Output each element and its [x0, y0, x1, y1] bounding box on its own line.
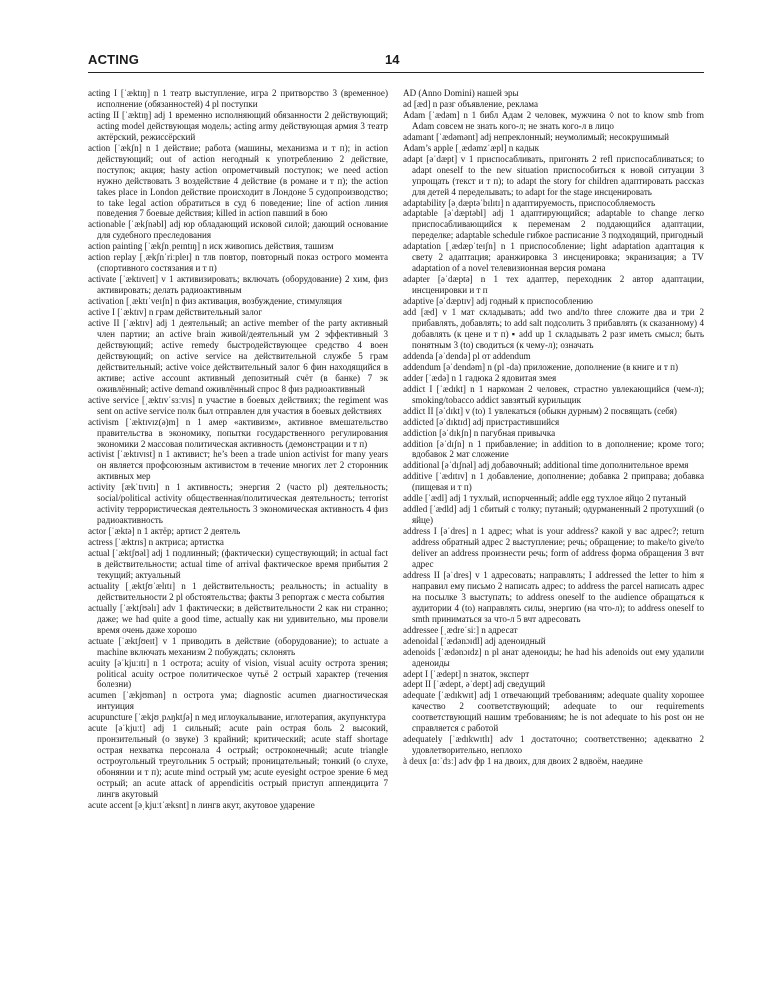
dictionary-entry: addle [ˈædl] adj 1 тухлый, испорченный; addle egg тухлое яйцо 2 путаный [403, 493, 687, 504]
dictionary-entry: Adam [ˈædəm] n 1 библ Адам 2 человек, мужчина ◊ not to know smb from Adam совсем не знать кого-л; не знать кого-л в лицо [403, 109, 704, 131]
dictionary-entry: address II [əˈdres] v 1 адресовать; направлять; I addressed the letter to him я направил ему письмо 2 написать адрес; to address the parcel написать адрес на посылке 3 выступать; to address oneself to the audience обращаться к аудитории 4 (to) направлять силы, энергию (на что-л); to address oneself to smth приниматься за что-л 5 вчт адресовать [403, 569, 704, 624]
dictionary-entry: adept I [ˈædept] n знаток, эксперт [403, 668, 530, 679]
dictionary-entry: adder [ˈædə] n 1 гадюка 2 ядовитая змея [403, 372, 557, 383]
dictionary-entry: activity [ækˈtɪvɪtɪ] n 1 активность; энергия 2 (часто pl) деятельность; social/political activity общественная/политическая деятельность; terrorist activity террористическая деятельность 3 экономическая активность 4 физ радиоактивность [88, 482, 388, 526]
dictionary-entry: add [æd] v 1 мат складывать; add two and/to three сложите два и три 2 прибавлять, добавлять; to add salt подсолить 3 прибавлять (к сказанному) 4 добавлять (к цене и т п) ▪ add up 1 складывать 2 разг иметь смысл; быть понятным 3 (to) сводиться (к чему-л); означать [403, 307, 704, 350]
dictionary-entry: adaptable [əˈdæptəbl] adj 1 адаптирующийся; adaptable to change легко приспосабливающийся к переменам 2 поддающийся адаптации, переделке; adaptable schedule гибкое расписание 3 подходящий, пригодный [403, 208, 704, 241]
dictionary-entry: Adam’s apple [ˌædəmzˈæpl] n кадык [403, 142, 540, 153]
dictionary-entry: active service [ˌæktɪvˈsɜːvɪs] n участие в боевых действиях; the regiment was sent on active service полк был отправлен для участия в боевых действиях [88, 394, 388, 416]
dictionary-entry: acumen [ˈækjʊmən] n острота ума; diagnostic acumen диагностическая интуиция [88, 690, 388, 712]
page-header [88, 52, 704, 73]
dictionary-column-right [403, 88, 704, 993]
dictionary-entry: actionable [ˈækʃnəbl] adj юр обладающий исковой силой; дающий основание для судебного преследования [88, 219, 388, 241]
dictionary-entry: adamant [ˈædəmənt] adj непреклонный; неумолимый; несокрушимый [403, 131, 669, 142]
dictionary-entry: AD (Anno Domini) нашей эры [403, 88, 519, 98]
dictionary-entry: activation [ˌæktɪˈveɪʃn] n физ активация, возбуждение, стимуляция [88, 296, 342, 307]
dictionary-entry: adaptation [ˌædæpˈteɪʃn] n 1 приспособление; light adaptation адаптация к свету 2 адаптация; аранжировка 3 инсценировка; экранизация; a TV adaptation of a novel телевизионная версия романа [403, 241, 704, 274]
dictionary-entry: actuate [ˈæktʃʊeɪt] v 1 приводить в действие (оборудование); to actuate a machine включать механизм 2 побуждать; склонять [88, 635, 388, 657]
dictionary-entry: adenoids [ˈædənɔɪdz] n pl анат аденоиды; he had his adenoids out ему удалили аденоиды [403, 646, 704, 668]
dictionary-entry: à deux [ɑːˈdɜː] adv фр 1 на двоих, для двоих 2 вдвоём, наедине [403, 756, 643, 767]
dictionary-entry: adenoidal [ˈædənɔɪdl] adj аденоидный [403, 635, 546, 646]
running-head: ACTING [88, 52, 140, 67]
dictionary-entry: addiction [əˈdɪkʃn] n пагубная привычка [403, 427, 556, 438]
dictionary-entry: address I [əˈdres] n 1 адрес; what is your address? какой у вас адрес?; return address обратный адрес 2 выступление; речь; обращение; to make/to give/to deliver an address произнести речь; form of address форма обращения 3 вчт адрес [403, 526, 704, 569]
dictionary-entry: addict II [əˈdɪkt] v (to) 1 увлекаться (обыкн дурным) 2 посвящать (себя) [403, 405, 677, 416]
dictionary-entry: actor [ˈæktə] n 1 актёр; артист 2 деятель [88, 526, 241, 537]
dictionary-entry: action replay [ˌækʃnˈriːpleɪ] n тлв повтор, повторный показ острого момента (спортивного состязания и т п) [88, 252, 388, 274]
page-number: 14 [385, 52, 400, 67]
dictionary-entry: acute [əˈkjuːt] adj 1 сильный; acute pain острая боль 2 высокий, пронзительный (о звуке) 3 крайний; критический; acute staff shortage острая нехватка персонала 4 острый; остроконечный; acute triangle остроугольный треугольник 5 острый; проницательный; тонкий (о слухе, обонянии и т п); acute mind острый ум; acute eyesight острое зрение 6 мед острый; an acute attack of appendicitis острый приступ аппендицита 7 лингв акутовый [88, 723, 388, 799]
dictionary-entry: addition [əˈdɪʃn] n 1 прибавление; in addition to в дополнение; кроме того; вдобавок 2 мат сложение [403, 438, 704, 460]
dictionary-entry: acute accent [əˌkjuːtˈæksnt] n лингв акут, акутовое ударение [88, 799, 315, 810]
dictionary-entry: active II [ˈæktɪv] adj 1 деятельный; an active member of the party активный член партии; an active brain живой/деятельный ум 2 эффективный 3 действующий; active remedy быстродействующее средство 4 воен действующий; on active service на действительной службе 5 грам действительный; active voice действительный залог 6 фин находящийся в активе; active account активный депозитный счёт (в банке) 7 эк оживлённый; active demand оживлённый спрос 8 физ радиоактивный [88, 318, 388, 394]
dictionary-entry: actuality [ˌæktʃʊˈælɪtɪ] n 1 действительность; реальность; in actuality в действительности 2 pl обстоятельства; факты 3 репортаж с места события [88, 580, 388, 602]
dictionary-entry: activism [ˈæktɪvɪz(ə)m] n 1 амер «активизм», активное вмешательство правительства в экономику, попытки государственного регулирования экономики 2 массовая политическая активность (демонстрации и т п) [88, 416, 388, 449]
dictionary-entry: acuity [əˈkjuːɪtɪ] n 1 острота; acuity of vision, visual acuity острота зрения; political acuity острое политическое чутьё 2 острый характер (течения болезни) [88, 657, 388, 690]
dictionary-entry: addendum [əˈdendəm] n (pl -da) приложение, дополнение (в книге и т п) [403, 361, 678, 372]
dictionary-entry: actually [ˈæktʃʊəlɪ] adv 1 фактически; в действительности 2 как ни странно; даже; we had quite a good time, actually как ни удивительно, мы провели время очень даже хорошо [88, 602, 388, 635]
dictionary-entry: adequately [ˈædɪkwɪtlɪ] adv 1 достаточно; соответственно; адекватно 2 удовлетворительно, неплохо [403, 734, 704, 756]
dictionary-entry: activate [ˈæktɪveɪt] v 1 активизировать; включать (оборудование) 2 хим, физ активировать; делать радиоактивным [88, 274, 388, 296]
dictionary-entry: acting I [ˈæktɪŋ] n 1 театр выступление, игра 2 притворство 3 (временное) исполнение (обязанностей) 4 pl поступки [88, 88, 388, 109]
dictionary-entry: actress [ˈæktrɪs] n актриса; артистка [88, 537, 224, 548]
dictionary-entry: adapt [əˈdæpt] v 1 приспосабливать, пригонять 2 refl приспосабливаться; to adapt oneself to the new situation приспособиться к новой ситуации 3 упрощать (текст и т п); to adapt the story for children адаптировать рассказ для детей 4 переделывать; to adapt for the stage инсценировать [403, 153, 704, 197]
dictionary-entry: additional [əˈdɪʃnəl] adj добавочный; additional time дополнительное время [403, 460, 689, 471]
dictionary-entry: addressee [ˌædreˈsiː] n адресат [403, 624, 518, 635]
dictionary-entry: adept II [ˈædept, əˈdept] adj сведущий [403, 679, 546, 690]
dictionary-entry: activist [ˈæktɪvɪst] n 1 активист; he’s been a trade union activist for many years он является профсоюзным активистом в течение многих лет 2 сторонник активных мер [88, 449, 388, 482]
dictionary-entry: acting II [ˈæktɪŋ] adj 1 временно исполняющий обязанности 2 действующий; acting model действующая модель; acting army действующая армия 3 театр актёрский, режиссёрский [88, 109, 388, 142]
dictionary-entry: actual [ˈæktʃʊəl] adj 1 подлинный; (фактически) существующий; in actual fact в действительности; actual time of arrival фактическое время прибытия 2 текущий; актуальный [88, 548, 388, 580]
dictionary-entry: additive [ˈædɪtɪv] n 1 добавление, дополнение; добавка 2 приправа; добавка (пищевая и т п) [403, 471, 704, 493]
dictionary-entry: adequate [ˈædɪkwɪt] adj 1 отвечающий требованиям; adequate quality хорошее качество 2 соответствующий; adequate to our requirements соответствующий нашим требованиям; he is not adequate to his post он не справляется с работой [403, 690, 704, 734]
dictionary-entry: action painting [ˈækʃnˌpeɪntɪŋ] n иск живопись действия, ташизм [88, 241, 334, 252]
dictionary-entry: adaptability [əˌdæptəˈbɪlɪtɪ] n адаптируемость, приспособляемость [403, 197, 656, 208]
dictionary-entry: addict I [ˈædɪkt] n 1 наркоман 2 человек, страстно увлекающийся (чем-л); smoking/tobacco addict завзятый курильщик [403, 383, 704, 405]
dictionary-entry: acupuncture [ˈækjʊˌpʌŋktʃə] n мед иглоукалывание, иглотерапия, акупунктура [88, 712, 386, 723]
dictionary-entry: adaptive [əˈdæptɪv] adj годный к приспособлению [403, 296, 593, 307]
dictionary-entry: addled [ˈædld] adj 1 сбитый с толку; путаный; одурманенный 2 протухший (о яйце) [403, 504, 704, 526]
dictionary-entry: active I [ˈæktɪv] n грам действительный залог [88, 307, 263, 318]
dictionary-column-left [88, 88, 388, 993]
dictionary-entry: addenda [əˈdendə] pl от addendum [403, 350, 531, 361]
dictionary-entry: adapter [əˈdæptə] n 1 тех адаптер, переходник 2 автор адаптации, инсценировки и т п [403, 274, 704, 296]
dictionary-entry: addicted [əˈdɪktɪd] adj пристрастившийся [403, 416, 560, 427]
dictionary-entry: action [ˈækʃn] n 1 действие; работа (машины, механизма и т п); in action действующий; out of action негодный к употреблению 2 действие, поступок; акция; hasty action опрометчивый поступок; we need action нужно действовать 3 воздействие 4 действие (в романе и т п); the action takes place in London действие происходит в Лондоне 5 судопроизводство; to take legal action обратиться в суд 6 поведение; line of action линия поведения 7 боевые действия; killed in action павший в бою [88, 142, 388, 219]
dictionary-entry: ad [æd] n разг объявление, реклама [403, 98, 538, 109]
